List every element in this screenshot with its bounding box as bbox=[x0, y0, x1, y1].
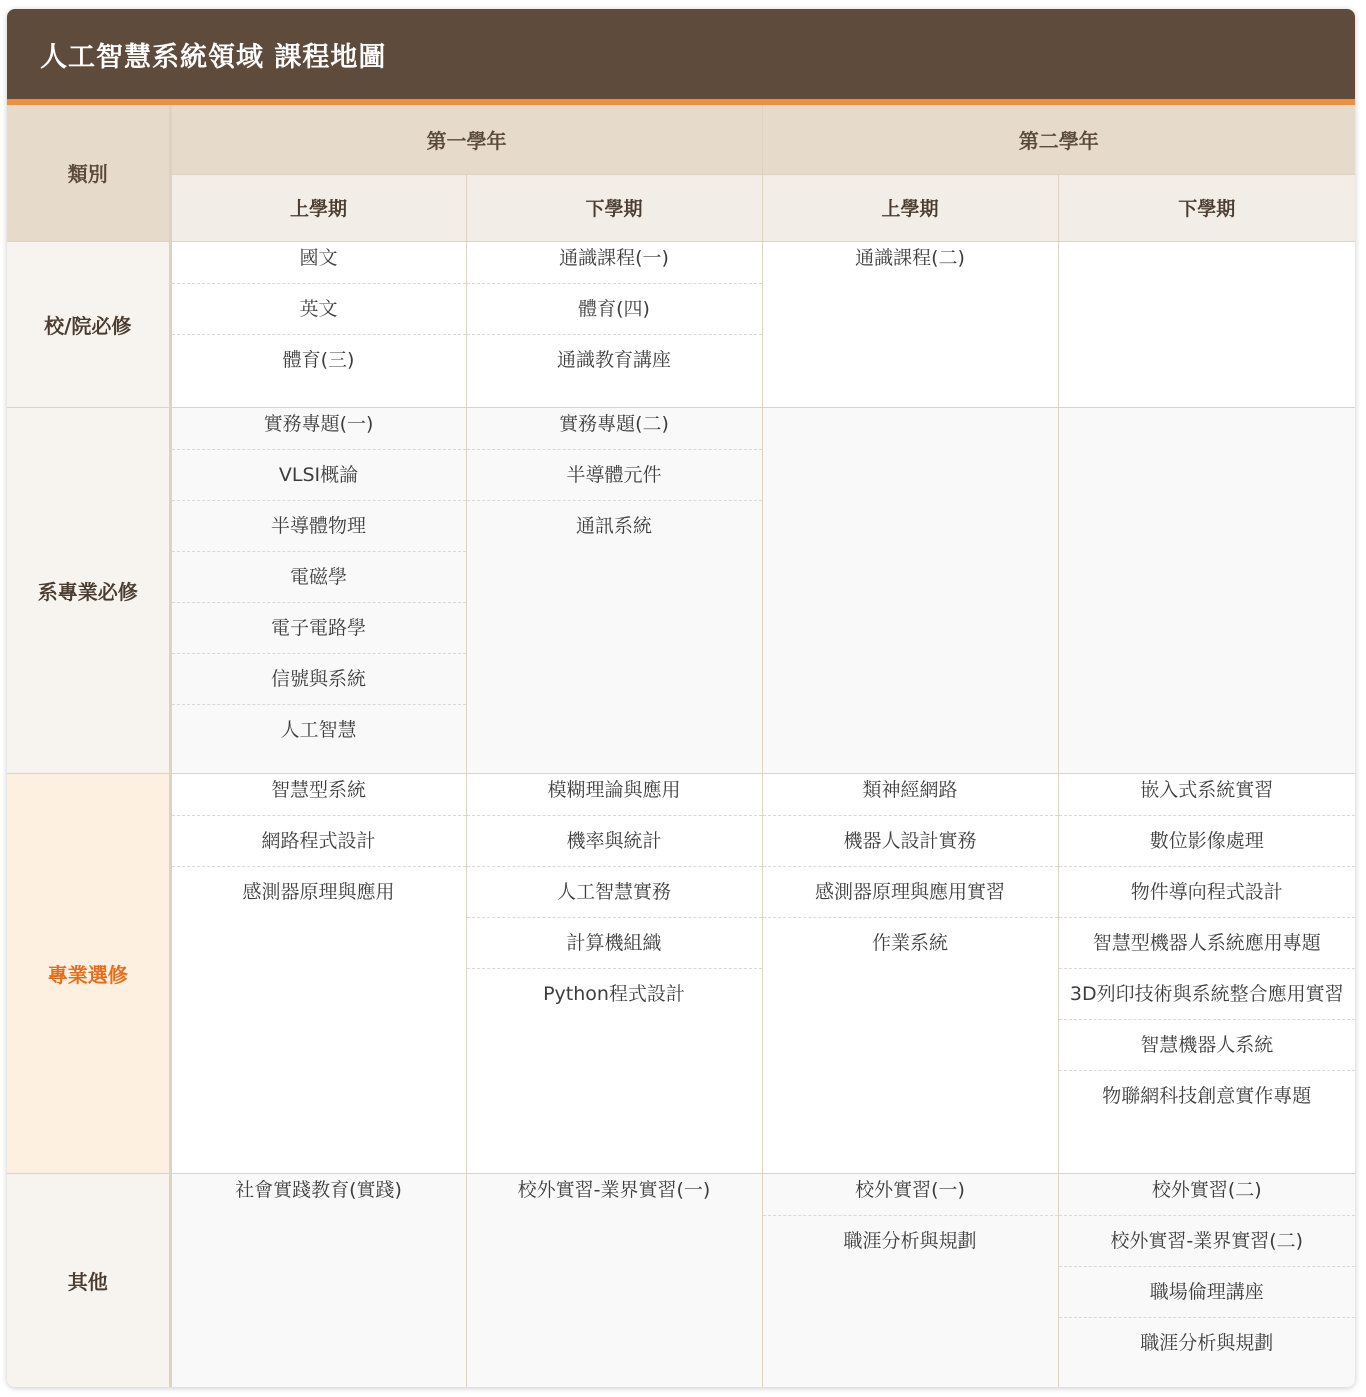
course-item: 通識課程(一) bbox=[467, 242, 762, 284]
course-row bbox=[7, 241, 1355, 407]
course-list bbox=[763, 774, 1058, 968]
semester-cell bbox=[466, 773, 762, 1173]
category-dept-required: 系專業必修 bbox=[7, 407, 170, 773]
course-item: 嵌入式系統實習 bbox=[1059, 774, 1356, 816]
header-year2-semester-2: 下學期 bbox=[1058, 174, 1355, 241]
course-map-table bbox=[7, 105, 1355, 1387]
course-item: 職涯分析與規劃 bbox=[843, 1229, 977, 1252]
semester-cell bbox=[1058, 241, 1355, 407]
course-item: 校外實習(一) bbox=[763, 1174, 1058, 1216]
course-item: 社會實踐教育(實踐) bbox=[235, 1178, 402, 1201]
course-item: 職場倫理講座 bbox=[1059, 1276, 1356, 1318]
course-item: 物聯網科技創意實作專題 bbox=[1102, 1084, 1312, 1107]
course-map-card bbox=[7, 9, 1355, 1387]
course-list bbox=[467, 408, 762, 551]
course-item: 模糊理論與應用 bbox=[467, 774, 762, 816]
semester-cell bbox=[762, 1173, 1058, 1387]
course-item: 網路程式設計 bbox=[172, 825, 466, 867]
course-list bbox=[467, 242, 762, 385]
course-map-body bbox=[7, 241, 1355, 1387]
course-item: 智慧型機器人系統應用專題 bbox=[1059, 927, 1356, 969]
course-item: 感測器原理與應用實習 bbox=[763, 876, 1058, 918]
header-category: 類別 bbox=[7, 105, 170, 241]
course-item: 職涯分析與規劃 bbox=[1140, 1331, 1274, 1354]
category-other: 其他 bbox=[7, 1173, 170, 1387]
category-school-required: 校/院必修 bbox=[7, 241, 170, 407]
semester-cell bbox=[762, 241, 1058, 407]
title-bar bbox=[7, 9, 1355, 105]
semester-cell bbox=[170, 241, 466, 407]
header-year-2: 第二學年 bbox=[762, 105, 1355, 174]
header-year-1: 第一學年 bbox=[170, 105, 762, 174]
course-item: 校外實習(二) bbox=[1059, 1174, 1356, 1216]
header-year2-semester-1: 上學期 bbox=[762, 174, 1058, 241]
course-item: 通訊系統 bbox=[575, 514, 652, 537]
course-item: 物件導向程式設計 bbox=[1059, 876, 1356, 918]
course-item: 校外實習-業界實習(一) bbox=[517, 1178, 711, 1201]
course-item: 智慧機器人系統 bbox=[1059, 1029, 1356, 1071]
course-list bbox=[172, 408, 466, 755]
course-item: Python程式設計 bbox=[543, 982, 685, 1005]
semester-cell bbox=[1058, 1173, 1355, 1387]
header-year1-semester-2: 下學期 bbox=[466, 174, 762, 241]
semester-cell bbox=[170, 407, 466, 773]
course-list bbox=[1059, 1174, 1356, 1368]
course-item: 作業系統 bbox=[871, 931, 948, 954]
page-title: 人工智慧系統領域 課程地圖 bbox=[40, 41, 387, 73]
course-list bbox=[763, 242, 1058, 283]
course-item: 校外實習-業界實習(二) bbox=[1059, 1225, 1356, 1267]
semester-cell bbox=[170, 1173, 466, 1387]
course-item: 半導體元件 bbox=[467, 459, 762, 501]
course-row bbox=[7, 1173, 1355, 1387]
course-item: 半導體物理 bbox=[172, 510, 466, 552]
semester-cell bbox=[1058, 407, 1355, 773]
semester-cell bbox=[762, 407, 1058, 773]
course-item: VLSI概論 bbox=[172, 459, 466, 501]
course-item: 人工智慧實務 bbox=[467, 876, 762, 918]
course-item: 體育(三) bbox=[282, 348, 355, 371]
semester-cell bbox=[466, 407, 762, 773]
course-item: 國文 bbox=[172, 242, 466, 284]
course-list bbox=[172, 774, 466, 917]
course-item: 智慧型系統 bbox=[172, 774, 466, 816]
course-item: 通識課程(二) bbox=[855, 246, 965, 269]
semester-cell bbox=[466, 241, 762, 407]
semester-cell bbox=[1058, 773, 1355, 1173]
course-item: 機率與統計 bbox=[467, 825, 762, 867]
course-row bbox=[7, 407, 1355, 773]
course-item: 實務專題(一) bbox=[172, 408, 466, 450]
course-item: 英文 bbox=[172, 293, 466, 335]
course-item: 機器人設計實務 bbox=[763, 825, 1058, 867]
course-list bbox=[467, 774, 762, 1019]
course-item: 電磁學 bbox=[172, 561, 466, 603]
course-item: 通識教育講座 bbox=[556, 348, 671, 371]
course-list bbox=[172, 242, 466, 385]
course-item: 人工智慧 bbox=[280, 718, 357, 741]
course-item: 計算機組織 bbox=[467, 927, 762, 969]
course-list bbox=[1059, 774, 1356, 1121]
course-list bbox=[467, 1174, 762, 1215]
course-item: 體育(四) bbox=[467, 293, 762, 335]
course-item: 數位影像處理 bbox=[1059, 825, 1356, 867]
course-row bbox=[7, 773, 1355, 1173]
course-item: 感測器原理與應用 bbox=[242, 880, 395, 903]
course-item: 實務專題(二) bbox=[467, 408, 762, 450]
category-professional-elective: 專業選修 bbox=[7, 773, 170, 1173]
course-item: 信號與系統 bbox=[172, 663, 466, 705]
semester-cell bbox=[170, 773, 466, 1173]
course-list bbox=[763, 1174, 1058, 1266]
course-item: 電子電路學 bbox=[172, 612, 466, 654]
course-item: 類神經網路 bbox=[763, 774, 1058, 816]
course-item: 3D列印技術與系統整合應用實習 bbox=[1059, 978, 1356, 1020]
semester-cell bbox=[466, 1173, 762, 1387]
semester-cell bbox=[762, 773, 1058, 1173]
course-list bbox=[172, 1174, 466, 1215]
header-year1-semester-1: 上學期 bbox=[170, 174, 466, 241]
